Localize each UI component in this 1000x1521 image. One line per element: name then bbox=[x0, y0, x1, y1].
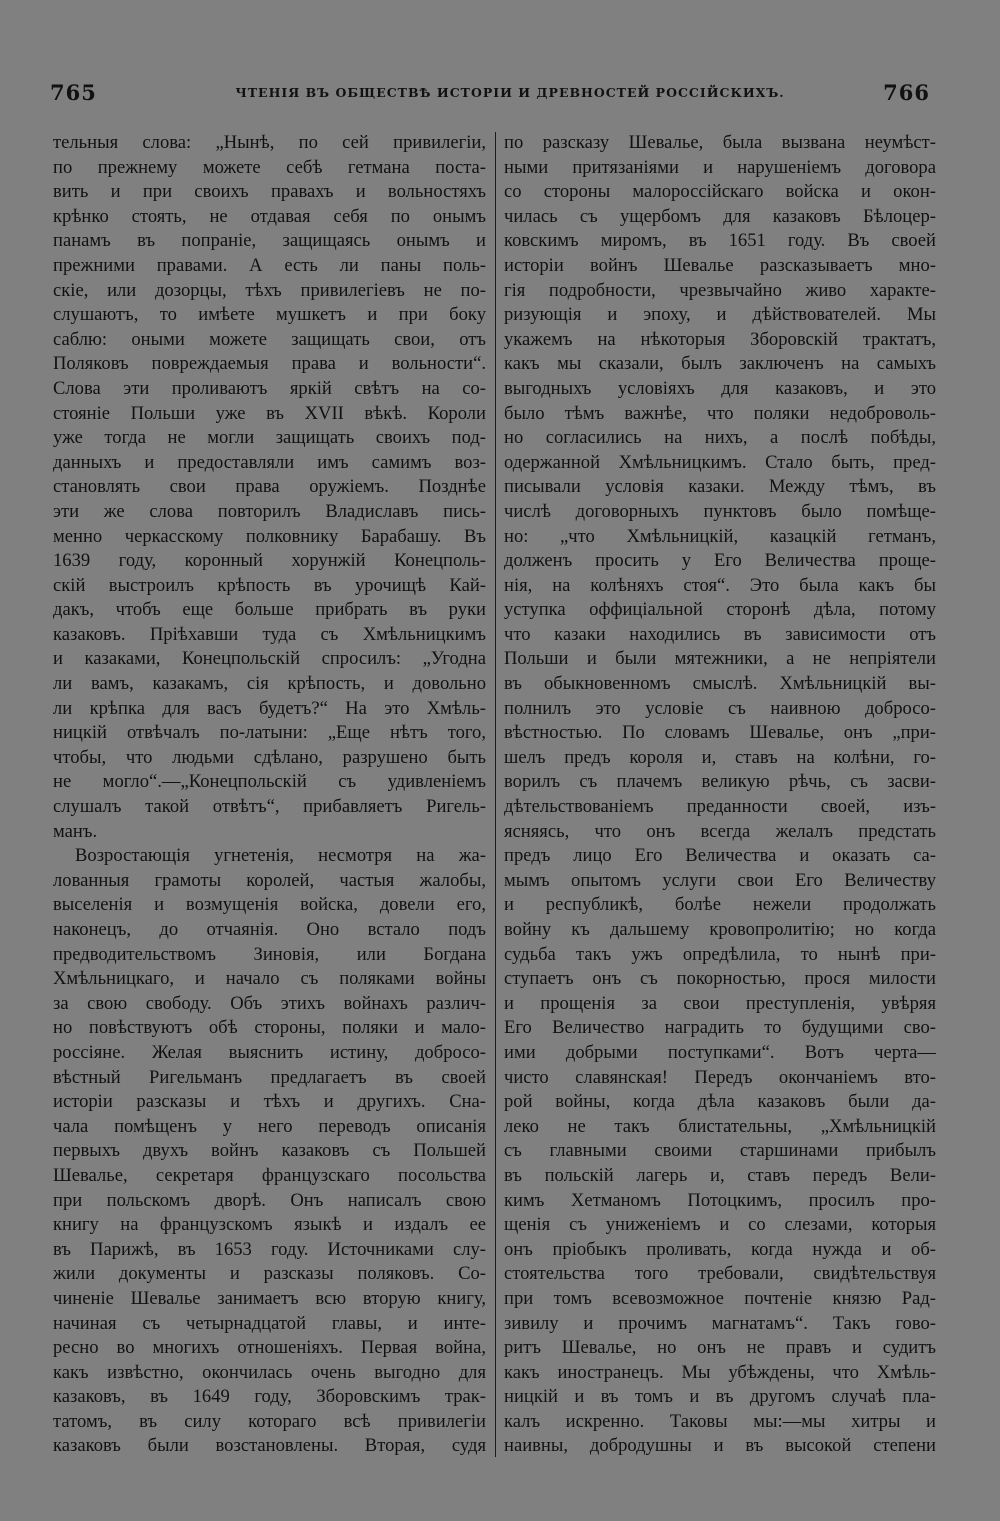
text-line: саблю: оными можете защищать свои, отъ bbox=[53, 328, 486, 350]
text-line: первыхъ двухъ войнъ казаковъ съ Польшей bbox=[53, 1140, 486, 1162]
page-number-left: 765 bbox=[50, 80, 97, 105]
running-title: ЧТЕНІЯ ВЪ ОБЩЕСТВѢ ИСТОРІИ И ДРЕВНОСТЕЙ РОССІЙСКИХЪ. bbox=[235, 85, 785, 100]
text-line: укажемъ на нѣкоторыя Зборовскій трактатъ, bbox=[504, 328, 936, 350]
text-line: панамъ въ попраніе, защищаясь онымъ и bbox=[53, 230, 486, 252]
text-line: въ обыкновенномъ смыслѣ. Хмѣльницкій вы- bbox=[504, 673, 936, 695]
text-line: при польскомъ дворѣ. Онъ написалъ свою bbox=[53, 1189, 486, 1211]
text-line: россіяне. Желая выяснить истину, добросо- bbox=[53, 1041, 486, 1063]
text-line: какъ извѣстно, окончилась очень выгодно для bbox=[53, 1361, 486, 1383]
text-line: вить и при своихъ правахъ и вольностяхъ bbox=[53, 181, 486, 203]
text-line: по прежнему можете себѣ гетмана поста- bbox=[53, 156, 486, 178]
text-line: прежними правами. А есть ли паны поль- bbox=[53, 254, 486, 276]
text-line: Шевалье, секретаря французскаго посольства bbox=[53, 1164, 486, 1186]
text-column-left bbox=[53, 131, 486, 1459]
text-line: чтобы, что людьми сдѣлано, разрушено быть bbox=[53, 746, 486, 768]
text-line: ными притязаніями и нарушеніемъ договора bbox=[504, 156, 936, 178]
text-line: и казаками, Конецпольскій спросилъ: „Угодна bbox=[53, 648, 486, 670]
page-number-right: 766 bbox=[883, 80, 930, 105]
text-line: ресно во многихъ отношеніяхъ. Первая война, bbox=[53, 1337, 486, 1359]
text-line: ясняясь, что онъ всегда желалъ предстать bbox=[504, 820, 936, 842]
text-line: ницкій отвѣчалъ по-латыни: „Еще нѣтъ того, bbox=[53, 722, 486, 744]
text-line: гія подробности, чрезвычайно живо характе- bbox=[504, 279, 936, 301]
text-line: съ главными своими старшинами прибылъ bbox=[504, 1140, 936, 1162]
text-line: казаковъ. Пріѣхавши туда съ Хмѣльницкимъ bbox=[53, 623, 486, 645]
text-line: слушалъ такой отвѣтъ“, прибавляетъ Ригель- bbox=[53, 796, 486, 818]
text-line: какъ иностранецъ. Мы убѣждены, что Хмѣль- bbox=[504, 1361, 936, 1383]
text-line: калъ искренно. Таковы мы:—мы хитры и bbox=[504, 1410, 936, 1432]
text-line: книгу на французскомъ языкѣ и издалъ ее bbox=[53, 1214, 486, 1236]
text-line: Польши и были мятежники, а не непріятели bbox=[504, 648, 936, 670]
text-line: казаковъ были возстановлены. Вторая, судя bbox=[53, 1435, 486, 1457]
text-line: Его Величество наградить то будущими сво- bbox=[504, 1017, 936, 1039]
text-line: онъ пріобыкъ проливать, когда нужда и об- bbox=[504, 1238, 936, 1260]
text-line: Поляковъ повреждаемыя права и вольности“. bbox=[53, 353, 486, 375]
text-line: Возростающія угнетенія, несмотря на жа- bbox=[75, 845, 486, 867]
text-line: менно черкасскому полковнику Барабашу. Въ bbox=[53, 525, 486, 547]
text-line: дѣтельствованіемъ преданности своей, изъ- bbox=[504, 796, 936, 818]
text-line: ритъ Шевалье, но онъ не правъ и судитъ bbox=[504, 1337, 936, 1359]
text-line: татомъ, въ силу котораго всѣ привилегіи bbox=[53, 1410, 486, 1432]
text-line: было тѣмъ важнѣе, что поляки недоброволь- bbox=[504, 402, 936, 424]
text-line: Слова эти проливаютъ яркій свѣтъ на со- bbox=[53, 377, 486, 399]
text-line: казаковъ, въ 1649 году, Зборовскимъ трак- bbox=[53, 1386, 486, 1408]
text-column-right bbox=[504, 131, 936, 1459]
text-line: за свою свободу. Объ этихъ войнахъ различ- bbox=[53, 992, 486, 1014]
text-line: числѣ договорныхъ пунктовъ было помѣще- bbox=[504, 500, 936, 522]
text-line: въ польскій лагерь и, ставъ передъ Вели- bbox=[504, 1164, 936, 1186]
text-line: эти же слова повторилъ Владиславъ пись- bbox=[53, 500, 486, 522]
text-line: предъ лицо Его Величества и оказать са- bbox=[504, 845, 936, 867]
text-line: скіе, или дозорцы, тѣхъ привилегіевъ не по- bbox=[53, 279, 486, 301]
text-line: стоятельства того требовали, свидѣтельствуя bbox=[504, 1263, 936, 1285]
text-line: скій выстроилъ крѣпость въ урочищѣ Кай- bbox=[53, 574, 486, 596]
text-line: ризующія и эпоху, и дѣйствователей. Мы bbox=[504, 304, 936, 326]
text-line: полнилъ это условіе съ наивною добросо- bbox=[504, 697, 936, 719]
text-line: выселенія и возмущенія войска, довели его, bbox=[53, 894, 486, 916]
text-line: ковскимъ миромъ, въ 1651 году. Въ своей bbox=[504, 230, 936, 252]
text-line: тельныя слова: „Нынѣ, по сей привилегіи, bbox=[53, 132, 486, 153]
text-line: щенія съ униженіемъ и со слезами, которыя bbox=[504, 1214, 936, 1236]
text-line: по разсказу Шевалье, была вызвана неумѣст- bbox=[504, 132, 936, 153]
text-line: ступаетъ онъ съ покорностью, прося милости bbox=[504, 968, 936, 990]
text-line: леко не такъ блистательны, „Хмѣльницкій bbox=[504, 1115, 936, 1137]
text-line: жили документы и разсказы поляковъ. Со- bbox=[53, 1263, 486, 1285]
text-line: наконецъ, до отчаянія. Оно встало подъ bbox=[53, 919, 486, 940]
text-line: ли крѣпка для васъ будетъ?“ На это Хмѣль- bbox=[53, 697, 486, 719]
text-line: кимъ Хетманомъ Потоцкимъ, просилъ про- bbox=[504, 1189, 936, 1211]
text-line: чисто славянская! Передъ окончаніемъ вто- bbox=[504, 1066, 936, 1088]
text-line: вѣстный Ригельманъ предлагаетъ въ своей bbox=[53, 1066, 486, 1088]
text-line: въ Парижѣ, въ 1653 году. Источниками слу- bbox=[53, 1238, 486, 1260]
text-line: войну къ дальшему кровопролитію; но когда bbox=[504, 919, 936, 940]
text-line: вѣстностью. По словамъ Шевалье, онъ „при- bbox=[504, 722, 936, 744]
text-line: не могло“.—„Конецпольскій съ удивленіемъ bbox=[53, 771, 486, 793]
text-line: писывали условія казаки. Между тѣмъ, въ bbox=[504, 476, 936, 498]
text-line: и прощенія за свои преступленія, увѣряя bbox=[504, 992, 936, 1014]
text-line: данныхъ и предоставляли имъ самимъ воз- bbox=[53, 451, 486, 473]
text-line: начиная съ четырнадцатой главы, и инте- bbox=[53, 1312, 486, 1334]
text-line: чилась съ ущербомъ для казаковъ Бѣлоцер- bbox=[504, 205, 936, 227]
text-line: слушаютъ, то имѣете мушкетъ и при боку bbox=[53, 304, 486, 326]
text-line: одержанной Хмѣльницкимъ. Стало быть, пред- bbox=[504, 451, 936, 473]
text-line: ли вамъ, казакамъ, сія крѣпость, и довольно bbox=[53, 673, 486, 695]
text-line: ницкій и въ томъ и въ другомъ случаѣ пла- bbox=[504, 1386, 936, 1408]
text-line: но согласились на нихъ, а послѣ побѣды, bbox=[504, 427, 936, 449]
text-line: судьба такъ ужъ опредѣлила, то нынѣ при- bbox=[504, 943, 936, 965]
text-line: и республикѣ, болѣе нежели продолжать bbox=[504, 894, 936, 916]
column-divider bbox=[495, 132, 496, 1457]
text-line: зивилу и прочимъ магнатамъ“. Такъ гово- bbox=[504, 1312, 936, 1334]
text-line: предводительствомъ Зиновія, или Богдана bbox=[53, 943, 486, 965]
page-header bbox=[50, 80, 930, 106]
text-line: крѣнко стоять, не отдавая себя по онымъ bbox=[53, 205, 486, 227]
text-line: мымъ опытомъ услуги свои Его Величеству bbox=[504, 869, 936, 891]
text-line: дакъ, чтобъ еще больше прибрать въ руки bbox=[53, 599, 486, 621]
text-line: нія, на колѣняхъ стоя“. Это была какъ бы bbox=[504, 574, 936, 596]
text-line: исторіи разсказы и тѣхъ и другихъ. Сна- bbox=[53, 1091, 486, 1113]
text-line: выгодныхъ условіяхъ для казаковъ, и это bbox=[504, 377, 936, 399]
text-line: стояніе Польши уже въ XVII вѣкѣ. Короли bbox=[53, 402, 486, 424]
text-line: чала помѣщенъ у него переводъ описанія bbox=[53, 1115, 486, 1137]
text-line: уступка оффиціальной сторонѣ дѣла, потому bbox=[504, 599, 936, 621]
text-line: манъ. bbox=[53, 820, 98, 842]
text-line: рой войны, когда дѣла казаковъ были да- bbox=[504, 1091, 936, 1113]
text-line: какъ мы сказали, былъ заключенъ на самыхъ bbox=[504, 353, 936, 375]
text-line: лованныя грамоты королей, частыя жалобы, bbox=[53, 869, 486, 891]
text-line: но: „что Хмѣльницкій, казацкій гетманъ, bbox=[504, 525, 936, 547]
text-line: ворилъ съ плачемъ великую рѣчь, съ засви- bbox=[504, 771, 936, 793]
text-line: но повѣствуютъ обѣ стороны, поляки и мало- bbox=[53, 1017, 486, 1039]
text-line: со стороны малороссійскаго войска и окон- bbox=[504, 181, 936, 203]
text-line: чиненіе Шевалье занимаетъ всю вторую книгу, bbox=[53, 1287, 486, 1309]
text-line: шелъ предъ короля и, ставъ на колѣни, го- bbox=[504, 746, 936, 768]
text-line: долженъ просить у Его Величества проще- bbox=[504, 550, 936, 572]
text-line: исторіи войнъ Шевалье разсказываетъ мно- bbox=[504, 254, 936, 276]
text-line: при томъ всевозможное почтеніе князю Рад- bbox=[504, 1287, 936, 1309]
text-line: уже тогда не могли защищать своихъ под- bbox=[53, 427, 486, 449]
text-line: что казаки находились въ зависимости отъ bbox=[504, 623, 936, 645]
text-line: 1639 году, коронный хорунжій Конецполь- bbox=[53, 550, 486, 572]
text-line: ими добрыми поступками“. Вотъ черта— bbox=[504, 1041, 936, 1063]
text-line: становлять свои права оружіемъ. Позднѣе bbox=[53, 476, 486, 498]
text-line: Хмѣльницкаго, и начало съ поляками войны bbox=[53, 968, 486, 990]
text-line: наивны, добродушны и въ высокой степени bbox=[504, 1435, 936, 1457]
